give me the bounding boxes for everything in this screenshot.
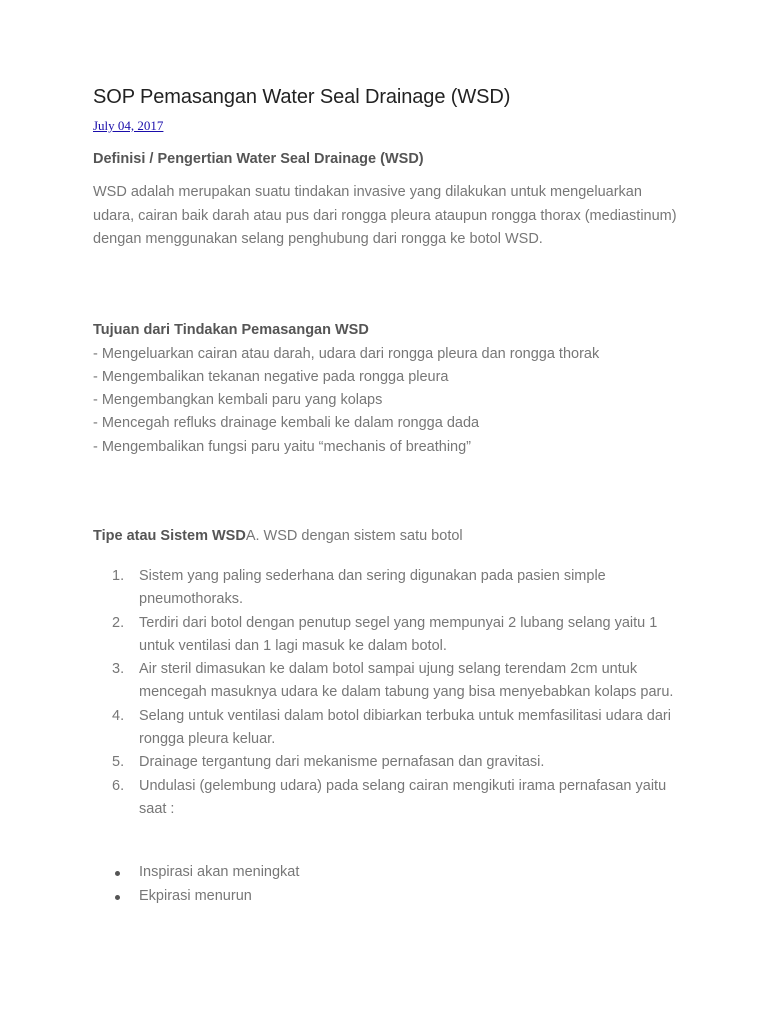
steps-list xyxy=(93,565,683,821)
bullet-text: Inspirasi akan meningkat xyxy=(139,864,300,880)
bullet-text: Ekpirasi menurun xyxy=(139,887,252,904)
tipe-heading-line xyxy=(93,526,463,546)
list-number: 6. xyxy=(112,777,125,794)
list-item xyxy=(93,612,683,659)
tujuan-item: - Mengeluarkan cairan atau darah, udara dari rongga pleura dan rongga thorak xyxy=(93,345,600,362)
list-item xyxy=(93,751,683,774)
list-number: 1. xyxy=(112,568,125,584)
post-title: SOP Pemasangan Water Seal Drainage (WSD) xyxy=(93,86,511,108)
tujuan-item: - Mengembalikan tekanan negative pada rongga pleura xyxy=(93,368,449,385)
definisi-heading: Definisi / Pengertian Water Seal Drainage (WSD) xyxy=(93,151,424,167)
tujuan-item: - Mengembalikan fungsi paru yaitu “mechanis of breathing” xyxy=(93,438,472,455)
bullet-item xyxy=(93,885,683,909)
post-date-link[interactable]: July 04, 2017 xyxy=(93,118,164,133)
list-item xyxy=(93,705,683,752)
list-number: 4. xyxy=(112,707,125,724)
list-number: 2. xyxy=(112,614,125,631)
tipe-subheading: A. WSD dengan sistem satu botol xyxy=(245,528,463,544)
list-number: 5. xyxy=(112,754,125,771)
tipe-heading: Tipe atau Sistem WSD xyxy=(93,528,246,544)
list-item xyxy=(93,775,683,822)
tujuan-item: - Mencegah refluks drainage kembali ke dalam rongga dada xyxy=(93,415,480,432)
list-item xyxy=(93,658,683,705)
list-text: Terdiri dari botol dengan penutup segel yang mempunyai 2 lubang selang yaitu 1 untuk ventilasi dan 1 lagi masuk ke dalam botol. xyxy=(139,614,658,654)
bullet-item xyxy=(93,861,683,885)
list-text: Drainage tergantung dari mekanisme pernafasan dan gravitasi. xyxy=(139,754,545,771)
bullet-dot-icon xyxy=(115,895,120,900)
list-text: Undulasi (gelembung udara) pada selang cairan mengikuti irama pernafasan yaitu saat : xyxy=(139,777,667,817)
definisi-paragraph: WSD adalah merupakan suatu tindakan invasive yang dilakukan untuk mengeluarkan udara, cairan baik darah atau pus dari rongga pleura ataupun rongga thorax (mediastinum) dengan menggunakan selang penghubung dari rongga ke botol WSD. xyxy=(93,184,677,247)
list-text: Selang untuk ventilasi dalam botol dibiarkan terbuka untuk memfasilitasi udara dari rongga pleura keluar. xyxy=(139,707,671,748)
list-text: Sistem yang paling sederhana dan sering digunakan pada pasien simple pneumothoraks. xyxy=(139,568,606,608)
list-item xyxy=(93,565,683,612)
tujuan-item: - Mengembangkan kembali paru yang kolaps xyxy=(93,392,383,409)
tujuan-section xyxy=(93,319,693,459)
list-text: Air steril dimasukan ke dalam botol sampai ujung selang terendam 2cm untuk mencegah masuknya udara ke dalam tabung yang bisa menyebabkan kolaps paru. xyxy=(139,661,674,701)
tujuan-heading: Tujuan dari Tindakan Pemasangan WSD xyxy=(93,322,369,338)
bullet-dot-icon xyxy=(115,871,120,876)
list-number: 3. xyxy=(112,661,125,678)
bullet-list xyxy=(93,861,683,908)
